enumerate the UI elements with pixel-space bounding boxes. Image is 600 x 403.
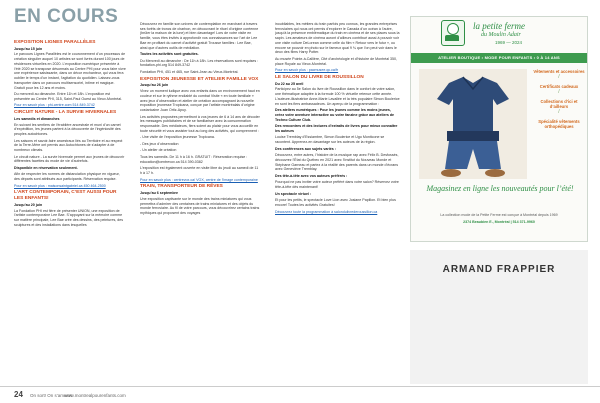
article-title: L’ART CONTEMPORAIN, C’EST AUSSI POUR LES ENFANTS!: [14, 190, 117, 202]
article-subheading: Toutes les activités sont gratuites.: [140, 52, 199, 57]
article-paragraph: Louise Tremblay d’Essiambre, Simon Boulerice et Ugo Monticone se racontent. Apprenez-en davantage sur les auteurs de la région.: [275, 135, 385, 145]
page-footer: [0, 386, 600, 403]
ad-category-label: Vêtements et accessoires: [533, 69, 585, 74]
ad-category-label: Spécialité vêtements orthopédiques: [538, 119, 580, 130]
article-title: EXPOSITION LIGNES PARALLÈLES: [14, 40, 96, 45]
article-paragraph: Et pour les petits, le spectacle Love Lion avec Josiane Papillon. Et bien plus encore! Toutes les activités Gratuites!: [275, 198, 396, 208]
armand-frappier-ad[interactable]: [410, 250, 588, 384]
ad-tagline: Magasinez en ligne les nouveautés pour l’été!: [426, 184, 574, 193]
article-paragraph: L’exposition est également ouverte en visite libre du jeudi au samedi de 11 h à 17 h.: [140, 166, 259, 176]
article-title: CIRCUIT NATURE - LA SURVIE HIVERNALES: [14, 110, 117, 116]
article-title: LE SALON DU LIVRE DE ROUSSILLON: [275, 74, 364, 80]
ad-category: [533, 84, 585, 95]
article-subheading: Disponible en réservation seulement.: [14, 165, 78, 170]
ad-header: [411, 17, 587, 53]
ad-address: 2374 Beaubien E., Montréal | 514 371-9960: [463, 219, 535, 224]
ad-brand-name: la petite ferme: [473, 21, 525, 31]
article-paragraph: Découvrez en famille son univers de contemplation en marchant à travers ses forêts de troncs de charbon, en découvrant le rituel d’origine coréenne (brûler la maison de la lune) et bien davantage! Lors de votre visite en famille, vous êtes invités à approfondir vos connaissances sur l’art de Lee Bae en profitant du carnet d’activité gratuit Trousse familles : Lee Bae, ainsi que d’autres outils de médiation.: [140, 22, 259, 50]
article-link[interactable]: Pour en savoir plus : phi-centre.com 514 849-3742: [14, 103, 95, 108]
ad-separator: /: [558, 89, 560, 96]
article-subheading: Des rencontres et des lectures d’extraits de livres pour mieux connaître les auteurs: [275, 124, 398, 133]
article-link[interactable]: Pour en savoir plus : centrevox.ca/ VOX, centre de l’image contemporaine: [140, 177, 258, 182]
article-date: Les samedis et dimanches: [14, 116, 60, 121]
article-link[interactable]: Pour en savoir plus : maisonsaintgabriel.ca 450 464-2500: [14, 183, 106, 188]
article-paragraph: Les saisons et savoir-faire ancestraux liés au Territoire et au respect de la Terre-Mère ont permis aux Autochtones de s’adapter à de nombreux climats.: [14, 138, 123, 153]
article-subheading: Des ateliers numériques : Pour les jeunes comme les moins jeunes, créez votre aventure interactive ou votre fanzine grâce aux ateliers de Techno Culture Club.: [275, 108, 395, 122]
children-clothing-photo: [419, 69, 527, 179]
article-paragraph: Découvrez, entre autres, l’histoire de la musique rap avec Félix B. Desfossés, découvrez l’État du Québec en 2021 avec l’Institut du Nouveau Monde et Stéphane Garneau et partez à la réalité des parents dans un monde d’écrans avec Geneviève Tremblay.: [275, 153, 399, 172]
page-number: 24: [14, 390, 23, 399]
article-paragraph: Participez au 5e Salon du livre de Roussillon dans le confort de votre salon, une thématique adaptée à la formule 100 % virtuelle retenue cette année. L’auteure-illustratrice Anne-Marie Lavallée et la très populaire Simon Boulerice en sont les fiers ambassadeurs. Un aperçu de la programmation :: [275, 87, 400, 106]
article-paragraph: Vivez un moment ludique avec vos enfants dans un environnement haut en couleur et sur le rythme endiablé du combat Visite « en toute familiale » avec jeux d’observation et atelier de création accompagnant la nouvelle exposition jeunesse Tropicana, conçue par l’artiste montréalais d’origine costaricaine Juan Ortiz-Apuy.: [140, 89, 260, 113]
ad-banner: ATELIER BOUTIQUE • MODE POUR ENFANTS • 0 À 14 ANS: [411, 53, 587, 63]
ad-footer: [411, 213, 587, 224]
article-date: Du 22 au 25 avril: [275, 81, 304, 86]
ad-separator: /: [558, 74, 560, 81]
article-link[interactable]: Découvrez toute la programmation à salondulivrederoussillon.ca: [275, 209, 378, 214]
clothing-illustration-icon: [419, 69, 527, 179]
ad-brand-subname: du Moulin Adair: [481, 32, 521, 38]
article-date: Jusqu’au 20 juin: [14, 202, 43, 207]
article-paragraph: Les activités proposées permettront à vos jeunes de 6 à 14 ans de décoder les messages publicitaires et de se familiariser avec la consommation responsable. Des médiateurs, fiers soient au plaisir pour vous accueillir en toute sécurité et vous assister tout au long des activités, qui comprennent :: [140, 114, 260, 133]
ad2-brand-name: ARMAND FRAPPIER: [442, 264, 556, 275]
page-title: EN COURS: [14, 6, 119, 27]
ad-footer-text: La collection mode de la Petite Ferme est conçue à Montréal depuis 1969: [440, 213, 558, 217]
ad-category: [533, 69, 585, 80]
article-title: TRAIN, TRANSPORTEUR DE RÊVES: [140, 184, 223, 190]
article-paragraph: Le parcours Lignes Parallèles est le couronnement d’un processus de création singulier auquel 10 artistes se sont livrés durant 100 jours de résidences virtuelles en 2020. L’exposition numérique présentée à l’été 2020 se transpose désormais au Centre PHI pour vous faire vivre une expérience saisissante, dans un décor enchanteur, qui vous fera oublier le temps d’un instant, l’agitation du quotidien. Laissez-vous transporter dans un parcours multisensoriel, intime et magique. Gratuit pour les 12 ans et moins.: [14, 52, 126, 90]
article-subheading: Un spectacle virtuel :: [275, 191, 312, 196]
ad-category-label: Collections d’ici et d’ailleurs: [540, 99, 578, 110]
ad-category: [533, 119, 585, 129]
article-paragraph: Pourquoi ne pas inviter votre auteur préféré dans votre salon? Réservez votre tête-à-tête dès maintenant!: [275, 180, 399, 190]
column-2: [140, 22, 260, 385]
farm-logo-icon: [441, 20, 465, 46]
column-1: [14, 38, 126, 385]
article-paragraph: - Une visite de l’exposition jeunesse Tropicana.: [140, 135, 215, 140]
article-paragraph: Une exposition captivante sur le monde des trains miniatures qui vous permettra d’admirer des centaines de trains miniatures et des objets du monde ferroviaire. Au fil de votre parcours, vous découvrirez certains trains mythiques qui proposent des voyages: [140, 196, 260, 215]
article-subheading: Des tête-à-tête avec vos auteurs préférés :: [275, 173, 348, 178]
article-paragraph: En suivant les sentiers de l’érablière ancestrale et muni d’un carnet d’expédition, les jeunes partent à la découverte de l’ingéniosité des peuples autochtones.: [14, 122, 121, 137]
ad-separator: /: [558, 109, 560, 116]
article-paragraph: inoubliables, les métiers du train parfois peu connus, les grandes entreprises ferroviaires qui nous ont permis d’explorer le Canada d’un océan à l’autre, jusqu’à la présence emblématique du train en cinéma et de ses places sous la sapin. Les amateurs de cinéma auront d’ailleurs contribué aussi à pouvoir voir une visite voiture DeLorean comme celle du film « Retour vers le futur », ou encore se pouvoir en photo sur le fameux quai 9 ¾ que l’on peut voir dans le deux des films Harry Potter.: [275, 22, 400, 55]
article-date: Jusqu’au 26 juin: [140, 83, 169, 88]
article-paragraph: Le circuit nature - La survie hivernale permet aux jeunes de découvrir différentes facettes du mode de vie d’autrefois.: [14, 154, 125, 164]
ad-brand-years: 1969 — 2024: [495, 40, 523, 45]
article-date: Jusqu’au 6 septembre: [140, 191, 178, 196]
article-paragraph: Tous les samedis. De 11 h à 16 h. GRATUIT : Réservation requise : education@centrevox.ca 514 390-0382: [140, 155, 248, 164]
article-paragraph: Au musée Pointe-à-Callière, Cité d’archéologie et d’histoire de Montréal 350, place Royale au Vieux-Montréal.: [275, 56, 398, 66]
ad-categories: [533, 69, 585, 133]
article-date: Jusqu’au 15 juin: [14, 46, 43, 51]
article-paragraph: - Des jeux d’observation: [140, 141, 179, 146]
petite-ferme-ad[interactable]: [410, 16, 588, 242]
article-title: EXPOSITION JEUNESSE ET ATELIER FAMILLE VOX: [140, 76, 259, 82]
ad-category: [533, 99, 585, 115]
article-paragraph: La Fondation PHI est fière de présenter UNION, une exposition de l’artiste contemporaine Lee Bae. S’appuyant sur la mémoire comme sur matière principale, Lee Bae crée des dessins, des peintures, des sculptures et des installations dans lesquelles: [14, 208, 124, 227]
article-paragraph: Du Mercredi au dimanche : De 11h à 18h. Les réservations sont requises : fondation-phi.org 514 849-3742: [140, 58, 259, 68]
ad-category-label: Certificats cadeaux: [539, 84, 579, 90]
article-paragraph: Afin de respecter les normes de distanciation physique en vigueur, des départs sont attribués aux participants. Réservation requise.: [14, 172, 120, 182]
article-paragraph: Fondation PHI, 451 et 465, rue Saint-Jean au Vieux-Montréal.: [140, 70, 239, 74]
article-link[interactable]: Pour en savoir plus : pacmusee.qc.ca/fr: [275, 68, 339, 73]
website-link[interactable]: www.montrealpourenfants.com: [64, 393, 126, 398]
publication-name: On sort! On s’amuse!: [30, 393, 73, 398]
article-subheading: Des conférences aux sujets variés :: [275, 146, 336, 151]
article-paragraph: Du mercredi au dimanche. Entre 11h et 18h. L’exposition est présentée au Centre PHI, 315, Saint-Paul Ouest au Vieux-Montréal.: [14, 92, 123, 101]
column-3: [275, 22, 400, 385]
article-paragraph: - Un atelier de création: [140, 148, 177, 153]
